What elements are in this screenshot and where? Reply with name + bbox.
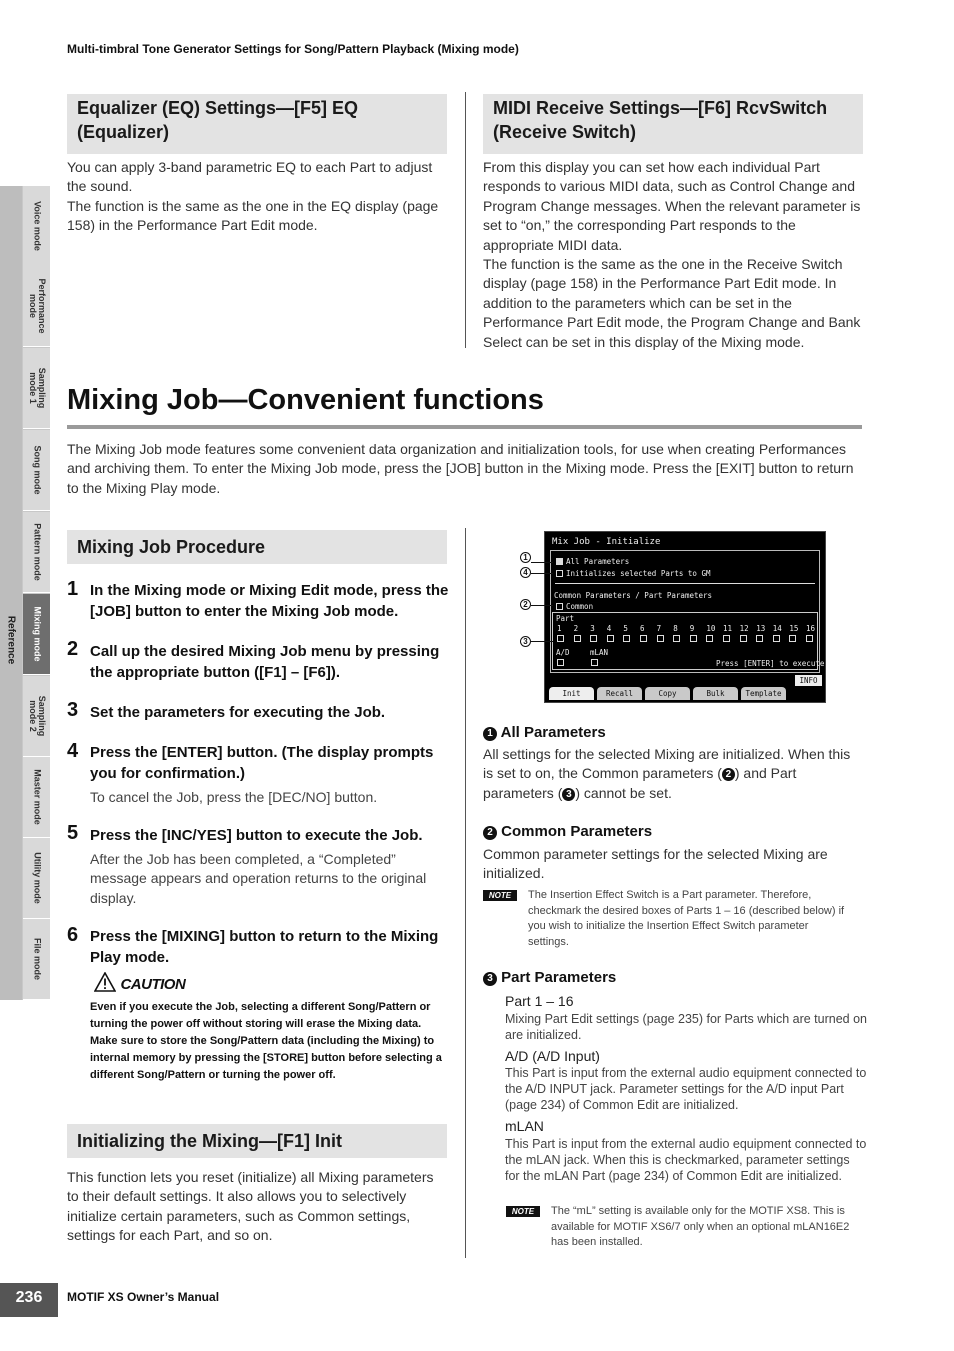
lcd-tab-template[interactable]: Template <box>741 687 786 700</box>
callout-line-1 <box>531 562 553 563</box>
lcd-title: Mix Job - Initialize <box>552 537 661 547</box>
caution-header <box>94 972 185 994</box>
mlan-text: This Part is input from the external audio equipment connected to the mLAN jack. When this is checkmarked, parameter settings for the mLAN Part (page 234) of Common Edit are initialized. <box>505 1137 867 1184</box>
ref-circle-2: 2 <box>722 768 735 781</box>
side-tab-song-mode[interactable] <box>23 430 50 511</box>
part-number-label: 5 <box>623 624 628 633</box>
side-tab-label: File mode <box>32 937 42 981</box>
part-checkbox[interactable] <box>806 635 813 642</box>
param-part-number: 3 <box>483 972 497 986</box>
callout-line-3 <box>531 641 553 642</box>
ref-circle-3: 3 <box>562 788 575 801</box>
part-number-label: 12 <box>739 624 749 633</box>
eq-paragraph-1: You can apply 3-band parametric EQ to each Part to adjust the sound. <box>67 159 433 195</box>
procedure-heading: Mixing Job Procedure <box>67 530 447 564</box>
init-heading: Initializing the Mixing—[F1] Init <box>67 1124 447 1158</box>
step-3-text: Set the parameters for executing the Job. <box>90 704 386 721</box>
part-checkbox[interactable] <box>590 635 597 642</box>
side-tab-pattern-mode[interactable] <box>23 512 50 593</box>
eq-body <box>67 158 449 236</box>
step-2-number: 2 <box>67 638 79 660</box>
part-checkbox[interactable] <box>607 635 614 642</box>
side-tab-label: Mixing mode <box>32 606 42 662</box>
part-checkbox[interactable] <box>773 635 780 642</box>
side-tab-label: Sampling mode 1 <box>27 367 47 409</box>
param-common-text: Common parameter settings for the selected Mixing are initialized. <box>483 846 828 882</box>
lcd-tab-init[interactable]: Init <box>549 687 594 700</box>
part-checkbox[interactable] <box>723 635 730 642</box>
part-number-label: 9 <box>689 624 695 633</box>
lcd-info-button[interactable]: INFO <box>795 675 822 686</box>
part-number-label: 6 <box>640 624 645 633</box>
lcd-common: Common <box>566 602 594 611</box>
lcd-panel <box>550 550 825 673</box>
all-params-checkbox[interactable] <box>556 558 563 565</box>
part-checkbox[interactable] <box>657 635 664 642</box>
note-icon-2: NOTE <box>506 1206 540 1217</box>
eq-heading: Equalizer (EQ) Settings—[F5] EQ (Equalizer) <box>67 94 447 154</box>
part-number-label: 1 <box>557 624 562 633</box>
step-6-number: 6 <box>67 924 79 946</box>
callout-line-4 <box>531 573 553 574</box>
part-checkbox[interactable] <box>706 635 713 642</box>
part-checkbox[interactable] <box>789 635 796 642</box>
midi-body <box>483 158 865 352</box>
part-checkbox[interactable] <box>574 635 581 642</box>
side-tab-mixing-mode[interactable] <box>23 594 50 675</box>
part-checkbox[interactable] <box>640 635 647 642</box>
param-all-title: All Parameters <box>500 724 606 741</box>
part-number-label: 2 <box>573 624 579 633</box>
lcd-mlan: mLAN <box>590 648 609 657</box>
step-5-subtext: After the Job has been completed, a “Completed” message appears and operation returns to the original display. <box>90 851 427 906</box>
param-part-heading <box>483 969 616 986</box>
callout-4: 4 <box>520 567 531 578</box>
main-title: Mixing Job—Convenient functions <box>67 384 544 416</box>
part-checkbox[interactable] <box>557 635 564 642</box>
callout-1: 1 <box>520 552 531 563</box>
midi-paragraph-1: From this display you can set how each individual Part responds to various MIDI data, such as Control Change and Program Change messages. When the relevant parameter is set to “on,” the corresponding Part responds to the appropriate MIDI data. <box>483 159 861 253</box>
side-tab-sampling-mode-2[interactable] <box>23 676 50 757</box>
step-3-number: 3 <box>67 699 79 721</box>
page-number: 236 <box>0 1283 58 1317</box>
param-all-heading <box>483 724 606 741</box>
part-checkbox[interactable] <box>756 635 763 642</box>
column-divider-bottom <box>465 528 466 1258</box>
param-part-title: Part Parameters <box>501 969 617 986</box>
side-reference-strip <box>0 186 22 1000</box>
mlan-checkbox[interactable] <box>591 659 598 666</box>
part-116-title: Part 1 – 16 <box>505 993 574 1009</box>
midi-paragraph-2: The function is the same as the one in the Receive Switch display (page 158) in the Performance Part Edit mode. In addition to the parameters which can be set in the Performance Part Edit mode, the Program Change and Bank Select can be set in this display of the Mixing mode. <box>483 256 861 350</box>
mlan-title: mLAN <box>505 1118 544 1134</box>
param-common-heading <box>483 823 652 840</box>
lcd-separator <box>555 583 815 584</box>
lcd-common-part: Common Parameters / Part Parameters <box>554 591 713 600</box>
side-tab-label: Voice mode <box>32 201 42 251</box>
init-paragraph: This function lets you reset (initialize) all Mixing parameters to their default settings. It also allows you to selectively initialize certain parameters, such as Common settings, settings for each Part, and so on. <box>67 1169 434 1244</box>
callout-2: 2 <box>520 599 531 610</box>
callout-line-2 <box>531 605 553 606</box>
part-number-label: 10 <box>706 624 716 633</box>
part-number-label: 13 <box>756 624 766 633</box>
caution-label: CAUTION <box>120 976 186 993</box>
reference-label: Reference <box>5 615 17 665</box>
part-checkbox[interactable] <box>690 635 697 642</box>
part-checkbox[interactable] <box>740 635 747 642</box>
side-tab-master-mode[interactable] <box>23 757 50 838</box>
param-common-title: Common Parameters <box>501 823 653 840</box>
lcd-part-box <box>552 612 825 670</box>
step-4-text: Press the [ENTER] button. (The display prompts you for confirmation.) <box>90 744 434 782</box>
step-4-subtext: To cancel the Job, press the [DEC/NO] button. <box>90 789 378 805</box>
side-tab-sampling-mode-1[interactable] <box>23 348 50 429</box>
side-tab-label: Song mode <box>32 445 42 495</box>
ad-title: A/D (A/D Input) <box>505 1048 600 1064</box>
step-1-number: 1 <box>67 578 79 600</box>
param-all-number: 1 <box>483 727 497 741</box>
lcd-tab-recall[interactable]: Recall <box>597 687 642 700</box>
part-number-label: 15 <box>789 624 799 633</box>
side-tab-utility-mode[interactable] <box>23 838 50 919</box>
caution-text: Even if you execute the Job, selecting a different Song/Pattern or turning the power off without storing will erase the Mixing data. Make sure to store the Song/Pattern data (including the Mixing) to internal memory by pressing the [STORE] button before selecting a different Song/Pattern or turning the power off. <box>90 1001 442 1081</box>
lcd-screen <box>544 531 826 703</box>
part-number-label: 8 <box>673 624 678 633</box>
step-1-text: In the Mixing mode or Mixing Edit mode, press the [JOB] button to enter the Mixing Job mode. <box>90 582 449 620</box>
column-divider-top <box>465 92 466 348</box>
midi-heading: MIDI Receive Settings—[F6] RcvSwitch (Receive Switch) <box>483 94 863 154</box>
init-gm-checkbox[interactable] <box>556 570 563 577</box>
param-common-number: 2 <box>483 826 497 840</box>
ad-text: This Part is input from the external audio equipment connected to the A/D INPUT jack. Parameter settings for the A/D input Part (page 234) of Common Edit are initialized. <box>505 1066 867 1113</box>
side-tab-voice-mode[interactable] <box>23 186 50 267</box>
side-tab-label: Master mode <box>32 769 42 825</box>
step-6-text: Press the [MIXING] button to return to the Mixing Play mode. <box>90 928 439 966</box>
part-checkbox[interactable] <box>623 635 630 642</box>
lcd-init-gm: Initializes selected Parts to GM <box>566 569 711 578</box>
part-number-label: 7 <box>656 624 662 633</box>
side-tab-performance-mode[interactable] <box>23 266 50 347</box>
footer-title: MOTIF XS Owner’s Manual <box>67 1290 220 1304</box>
lcd-ad: A/D <box>556 648 570 657</box>
step-2-text: Call up the desired Mixing Job menu by pressing the appropriate button ([F1] – [F6]). <box>90 643 440 681</box>
lcd-all-params: All Parameters <box>566 557 630 566</box>
step-4-number: 4 <box>67 740 79 762</box>
eq-paragraph-2: The function is the same as the one in the EQ display (page 158) in the Performance Part Edit mode. <box>67 197 439 234</box>
part-number-label: 14 <box>772 624 782 633</box>
part-number-label: 4 <box>606 624 612 633</box>
side-tab-label: Pattern mode <box>32 523 42 581</box>
lcd-part: Part <box>556 614 575 623</box>
param-all-text: All settings for the selected Mixing are initialized. When this is set to on, the Common parameters ( 2 ) and Part parameters ( 3 ) cannot be set. <box>483 746 851 801</box>
intro-paragraph: The Mixing Job mode features some convenient data organization and initialization tools, for use when creating Performances and archiving them. To enter the Mixing Job mode, press the [JOB] button in the Mixing mode. Press the [EXIT] button to return to the Mixing Play mode. <box>67 441 854 496</box>
part-116-text: Mixing Part Edit settings (page 235) for Parts which are turned on are initialized. <box>505 1012 867 1043</box>
part-number-label: 16 <box>806 624 816 633</box>
ad-checkbox[interactable] <box>557 659 564 666</box>
note-icon: NOTE <box>483 890 517 901</box>
caution-icon <box>94 972 116 992</box>
callout-3: 3 <box>520 636 531 647</box>
part-checkbox[interactable] <box>673 635 680 642</box>
lcd-enter-msg: Press [ENTER] to execute <box>716 659 825 668</box>
lcd-tab-bar <box>549 687 824 701</box>
title-rule <box>67 425 862 429</box>
note-2-text: The “mL” setting is available only for the MOTIF XS8. This is available for MOTIF XS6/7 only when an optional mLAN16E2 has been installed. <box>551 1205 850 1248</box>
step-5-text: Press the [INC/YES] button to execute the Job. <box>90 827 423 844</box>
lcd-tab-copy[interactable]: Copy <box>645 687 690 700</box>
side-tab-label: Sampling mode 2 <box>27 695 47 737</box>
part-number-label: 3 <box>590 624 595 633</box>
step-5-number: 5 <box>67 822 79 844</box>
side-tab-file-mode[interactable] <box>23 919 50 1000</box>
side-tab-label: Utility mode <box>32 852 42 904</box>
running-header: Multi-timbral Tone Generator Settings for Song/Pattern Playback (Mixing mode) <box>67 42 519 56</box>
note-1-text: The Insertion Effect Switch is a Part parameter. Therefore, checkmark the desired boxes of Parts 1 – 16 (described below) if you wish to initialize the Insertion Effect Switch parameter settings. <box>528 889 845 948</box>
side-tab-label: Performance mode <box>27 278 47 334</box>
part-number-label: 11 <box>723 624 733 633</box>
common-checkbox[interactable] <box>556 603 563 610</box>
lcd-tab-bulk[interactable]: Bulk <box>693 687 738 700</box>
